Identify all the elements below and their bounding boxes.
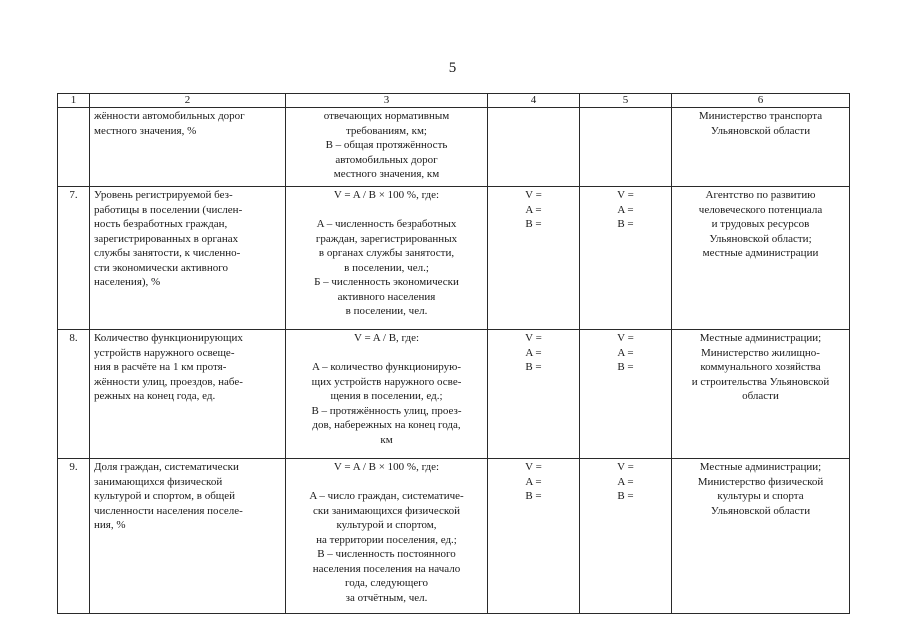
cell-line: населения), %: [94, 276, 161, 288]
cell-line: A – численность безработных: [316, 218, 457, 230]
cell-line: [290, 475, 483, 490]
cell-line: области: [742, 390, 779, 402]
cell-line: за отчётным, чел.: [345, 591, 428, 604]
cell-line: работицы в поселении (числен-: [94, 203, 243, 216]
cell-line: A =: [525, 346, 542, 359]
formula-cell: [286, 108, 488, 187]
indicator-name-cell: [90, 330, 286, 459]
page-number: 5: [448, 60, 457, 76]
cell-line: Министерство транспорта: [698, 110, 823, 122]
indicator-name-cell: [90, 187, 286, 330]
cell-line: активного населения: [337, 290, 436, 303]
cell-line: в поселении, чел.;: [344, 261, 429, 274]
row-number-cell: 7.: [58, 187, 90, 330]
value-cell-col4: [488, 459, 580, 614]
header-cell: 4: [488, 94, 580, 108]
value-cell-col4: [488, 108, 580, 187]
header-cell: 5: [580, 94, 672, 108]
table-row: [58, 330, 850, 459]
cell-line: A =: [525, 203, 542, 216]
cell-line: дов, набережных на конец года,: [312, 419, 461, 431]
header-cell: 2: [90, 94, 286, 108]
cell-line: A =: [525, 475, 542, 488]
cell-line: A =: [617, 475, 634, 488]
cell-line: Доля граждан, систематически: [94, 461, 239, 473]
value-cell-col5: [580, 330, 672, 459]
cell-line: B =: [525, 361, 542, 373]
cell-line: B =: [525, 218, 542, 230]
responsible-cell: [672, 187, 850, 330]
cell-line: [290, 203, 483, 218]
cell-line: Ульяновской области: [710, 504, 811, 517]
cell-line: и трудовых ресурсов: [711, 218, 810, 230]
cell-line: V = A / B × 100 %, где:: [333, 189, 440, 201]
cell-line: V =: [525, 332, 542, 344]
cell-line: культурой и спортом,: [336, 519, 437, 531]
cell-line: устройств наружного освеще-: [94, 346, 235, 359]
value-cell-col5: [580, 108, 672, 187]
value-cell-col4: [488, 187, 580, 330]
cell-line: Местные администрации;: [699, 461, 822, 473]
cell-line: требованиям, км;: [345, 124, 427, 137]
cell-line: V = A / B × 100 %, где:: [333, 461, 440, 473]
cell-line: человеческого потенциала: [698, 203, 823, 216]
indicator-name-cell: [90, 459, 286, 614]
cell-line: щения в поселении, ед.;: [330, 390, 443, 402]
cell-line: V =: [525, 189, 542, 201]
cell-line: культуры и спорта: [717, 490, 804, 502]
cell-line: ски занимающихся физической: [312, 504, 461, 517]
cell-line: граждан, зарегистрированных: [315, 232, 458, 245]
value-cell-col5: [580, 187, 672, 330]
cell-line: жённости автомобильных дорог: [94, 110, 245, 122]
responsible-cell: [672, 330, 850, 459]
table-row: [58, 108, 850, 187]
cell-line: [290, 346, 483, 361]
cell-line: V =: [617, 189, 634, 201]
cell-line: Ульяновской области: [710, 124, 811, 137]
cell-line: культурой и спортом, в общей: [94, 490, 236, 502]
cell-line: ния в расчёте на 1 км протя-: [94, 361, 227, 373]
cell-line: в органах службы занятости,: [318, 247, 455, 259]
table-body: [58, 94, 850, 614]
cell-line: B =: [525, 490, 542, 502]
cell-line: численности населения поселе-: [94, 504, 243, 517]
cell-line: и строительства Ульяновской: [691, 375, 830, 388]
cell-line: зарегистрированных в органах: [94, 232, 239, 245]
table-row: [58, 459, 850, 614]
header-cell: 6: [672, 94, 850, 108]
cell-line: V =: [525, 461, 542, 473]
cell-line: щих устройств наружного осве-: [311, 375, 462, 388]
cell-line: A =: [617, 346, 634, 359]
cell-line: ния, %: [94, 519, 126, 531]
cell-line: V =: [617, 461, 634, 473]
row-number-cell: [58, 108, 90, 187]
cell-line: A – количество функционирую-: [312, 361, 461, 373]
cell-line: коммунального хозяйства: [700, 361, 821, 373]
cell-line: ность безработных граждан,: [94, 218, 228, 230]
cell-line: автомобильных дорог: [335, 153, 438, 166]
cell-line: B – протяжённость улиц, проез-: [311, 404, 462, 417]
cell-line: местного значения, км: [333, 168, 440, 180]
row-number-cell: 8.: [58, 330, 90, 459]
formula-cell: [286, 187, 488, 330]
cell-line: Министерство физической: [697, 475, 824, 488]
cell-line: A – число граждан, систематиче-: [309, 490, 464, 502]
cell-line: населения поселения на начало: [312, 562, 461, 575]
header-cell: 3: [286, 94, 488, 108]
cell-line: V = A / B, где:: [353, 332, 420, 344]
cell-line: Количество функционирующих: [94, 332, 243, 344]
cell-line: Местные администрации;: [699, 332, 822, 344]
table-header-row: [58, 94, 850, 108]
responsible-cell: [672, 108, 850, 187]
cell-line: B =: [617, 361, 634, 373]
value-cell-col4: [488, 330, 580, 459]
formula-cell: [286, 330, 488, 459]
cell-line: в поселении, чел.: [345, 305, 428, 317]
value-cell-col5: [580, 459, 672, 614]
indicator-name-cell: [90, 108, 286, 187]
cell-line: Ульяновской области;: [709, 232, 812, 245]
cell-line: B =: [617, 218, 634, 230]
cell-line: Министерство жилищно-: [701, 346, 820, 359]
cell-line: B =: [617, 490, 634, 502]
cell-line: службы занятости, к численно-: [94, 247, 241, 259]
cell-line: местные администрации: [702, 247, 819, 259]
cell-line: жённости улиц, проездов, набе-: [94, 375, 243, 388]
cell-line: сти экономически активного: [94, 261, 229, 274]
cell-line: занимающихся физической: [94, 475, 223, 488]
cell-line: на территории поселения, ед.;: [316, 533, 457, 546]
responsible-cell: [672, 459, 850, 614]
cell-line: B – численность постоянного: [317, 548, 456, 560]
cell-line: отвечающих нормативным: [323, 110, 450, 122]
cell-line: В – общая протяжённость: [325, 139, 448, 151]
header-cell: 1: [58, 94, 90, 108]
cell-line: V =: [617, 332, 634, 344]
cell-line: режных на конец года, ед.: [94, 390, 216, 402]
cell-line: года, следующего: [345, 577, 428, 589]
cell-line: Уровень регистрируемой без-: [94, 189, 233, 201]
cell-line: местного значения, %: [94, 124, 197, 137]
cell-line: км: [380, 433, 393, 446]
cell-line: Б – численность экономически: [314, 276, 459, 288]
formula-cell: [286, 459, 488, 614]
row-number-cell: 9.: [58, 459, 90, 614]
table-row: [58, 187, 850, 330]
indicator-table: [57, 93, 850, 614]
cell-line: Агентство по развитию: [705, 189, 816, 201]
cell-line: A =: [617, 203, 634, 216]
